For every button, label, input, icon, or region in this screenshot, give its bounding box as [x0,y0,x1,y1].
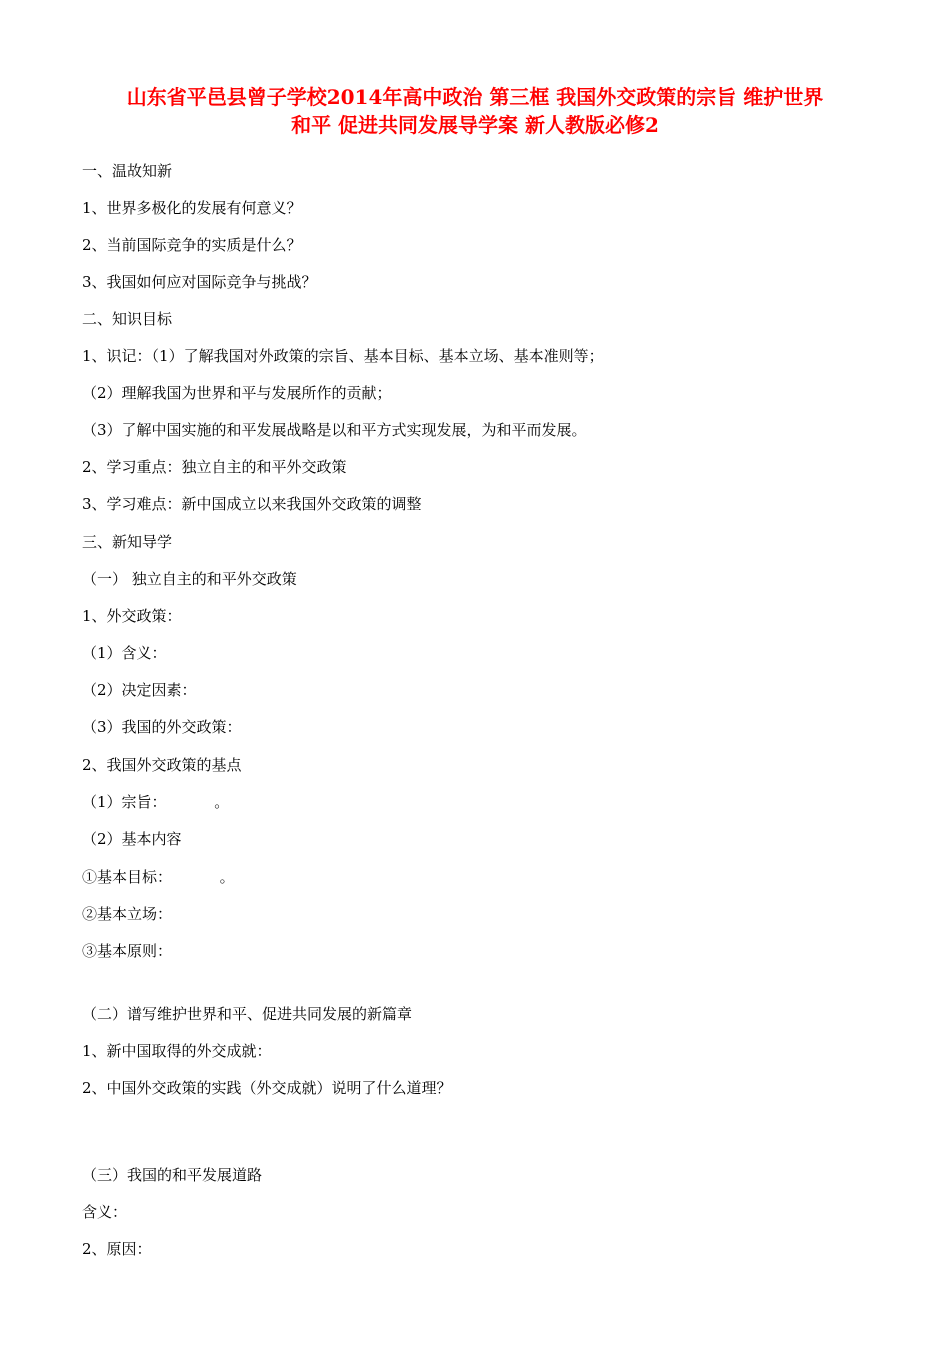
subsection-independent-policy: （一） 独立自主的和平外交政策 [82,570,297,588]
section-heading-new-knowledge: 三、新知导学 [82,533,173,551]
item-diplomatic-achievements: 1、新中国取得的外交成就： [82,1042,272,1060]
review-question-2: 2、当前国际竞争的实质是什么？ [82,236,302,254]
item-purpose: （1）宗旨： 。 [82,793,230,811]
subsection-new-chapter: （二）谱写维护世界和平、促进共同发展的新篇章 [82,1005,413,1023]
section-heading-review: 一、温故知新 [82,162,173,180]
item-meaning: 含义： [82,1203,128,1221]
objective-understand: （2）理解我国为世界和平与发展所作的贡献； [82,384,392,402]
difficult-point: 3、学习难点：新中国成立以来我国外交政策的调整 [82,495,422,513]
objective-memorize: 1、识记：（1）了解我国对外政策的宗旨、基本目标、基本立场、基本准则等； [82,347,604,365]
document-title-line-2: 和平 促进共同发展导学案 新人教版必修2 [291,113,659,137]
item-basic-stance: ②基本立场： [82,905,173,923]
item-basic-content: （2）基本内容 [82,830,182,848]
item-policy-basis: 2、我国外交政策的基点 [82,756,242,774]
item-determining-factors: （2）决定因素： [82,681,197,699]
item-reason: 2、原因： [82,1240,152,1258]
review-question-3: 3、我国如何应对国际竞争与挑战？ [82,273,317,291]
item-our-policy: （3）我国的外交政策： [82,718,242,736]
objective-learn-strategy: （3）了解中国实施的和平发展战略是以和平方式实现发展，为和平而发展。 [82,421,587,439]
subsection-peaceful-development: （三）我国的和平发展道路 [82,1166,263,1184]
item-basic-goal: ①基本目标： 。 [82,868,235,886]
document-title-line-1: 山东省平邑县曾子学校2014年高中政治 第三框 我国外交政策的宗旨 维护世界 [126,85,824,109]
item-foreign-policy: 1、外交政策： [82,607,182,625]
item-basic-principle: ③基本原则： [82,942,173,960]
review-question-1: 1、世界多极化的发展有何意义？ [82,199,302,217]
key-point: 2、学习重点：独立自主的和平外交政策 [82,458,347,476]
item-practice-lesson: 2、中国外交政策的实践（外交成就）说明了什么道理？ [82,1079,452,1097]
section-heading-objectives: 二、知识目标 [82,310,173,328]
item-definition: （1）含义： [82,644,167,662]
